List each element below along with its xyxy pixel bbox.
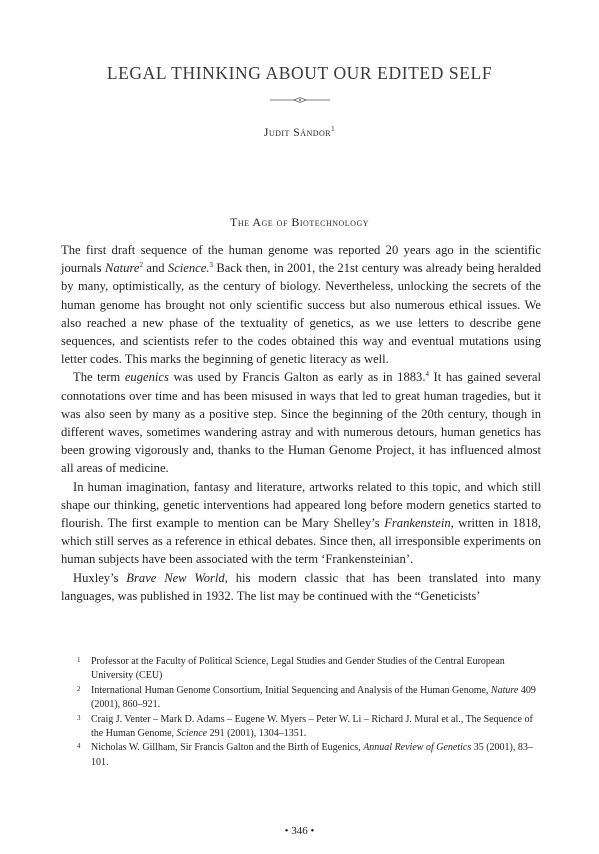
author-line [0,125,599,139]
footnotes [77,655,541,770]
paragraph-4: Huxley’s Brave New World, his modern classic that has been translated into many languages, was published in 1932. The list may be continued with the “Geneticists’ [61,570,542,603]
author-name: Judit Sándor [263,126,332,139]
footnote-ref-2[interactable]: 2 [139,261,143,270]
paragraph-3: In human imagination, fantasy and literature, artworks related to this topic, and which still shape our thinking, genetic interventions had appeared long before modern genetics started to flourish. The first example to mention can be Mary Shelley’s Frankenstein, written in 1818, which still serves as a reference in ethical debates. Since then, all irresponsible experiments on human subjects have been associated with the term ‘Frankensteinian’. [61,479,542,567]
article-title: LEGAL THINKING ABOUT OUR EDITED SELF [106,63,493,83]
footnote-3: 3 Craig J. Venter – Mark D. Adams – Eugene W. Myers – Peter W. Li – Richard J. Mural et al., The Sequence of the Human Genome, Science 291 (2001), 1304–1351. [77,713,533,740]
body-text [61,241,541,605]
footnote-1: 1 Professor at the Faculty of Political Science, Legal Studies and Gender Studies of the Central European University (CEU) [77,656,505,682]
author-footnote-ref[interactable]: 1 [331,125,336,133]
footnote-ref-4[interactable]: 4 [425,370,429,379]
footnote-4: 4 Nicholas W. Gillham, Sir Francis Galton and the Birth of Eugenics, Annual Review of Genetics 35 (2001), 83–101. [77,742,533,768]
footnote-ref-3[interactable]: 3 [209,261,214,270]
paragraph-1: The first draft sequence of the human genome was reported 20 years ago in the scientific journals Nature$^2$ and Science.$^3$ Back then, in 2001, the 21st century was already being heralded by many, optimistically, as the century of biology. Nevertheless, unlocking the secrets of the human genome has brought not only scientific success but also numerous ethical issues. We also reached a new phase of the textuality of genetics, as we use letters to describe gene sequences, and scientists refer to the codes obtained this way and eventual mutations using letter codes. This marks the beginning of genetic literacy as well. [61,243,541,367]
section-heading: The Age of Biotechnology [230,215,369,229]
page-number: • 346 • [284,825,315,837]
paragraph-2: The term eugenics was used by Francis Galton as early as in 1883.$^4$ It has gained several connotations over time and has been misused in ways that led to great human tragedies, but it was also seen by many as a positive step. Since the beginning of the 20th century, though in different waves, sometimes wandering astray and with numerous detours, human genetics has been growing vigorously and, thanks to the Human Genome Project, it has influenced almost all areas of medicine. [61,370,541,476]
footnote-2: 2 International Human Genome Consortium, Initial Sequencing and Analysis of the Human Genome, Nature 409 (2001), 860–921. [77,684,536,711]
title-ornament [268,96,332,104]
